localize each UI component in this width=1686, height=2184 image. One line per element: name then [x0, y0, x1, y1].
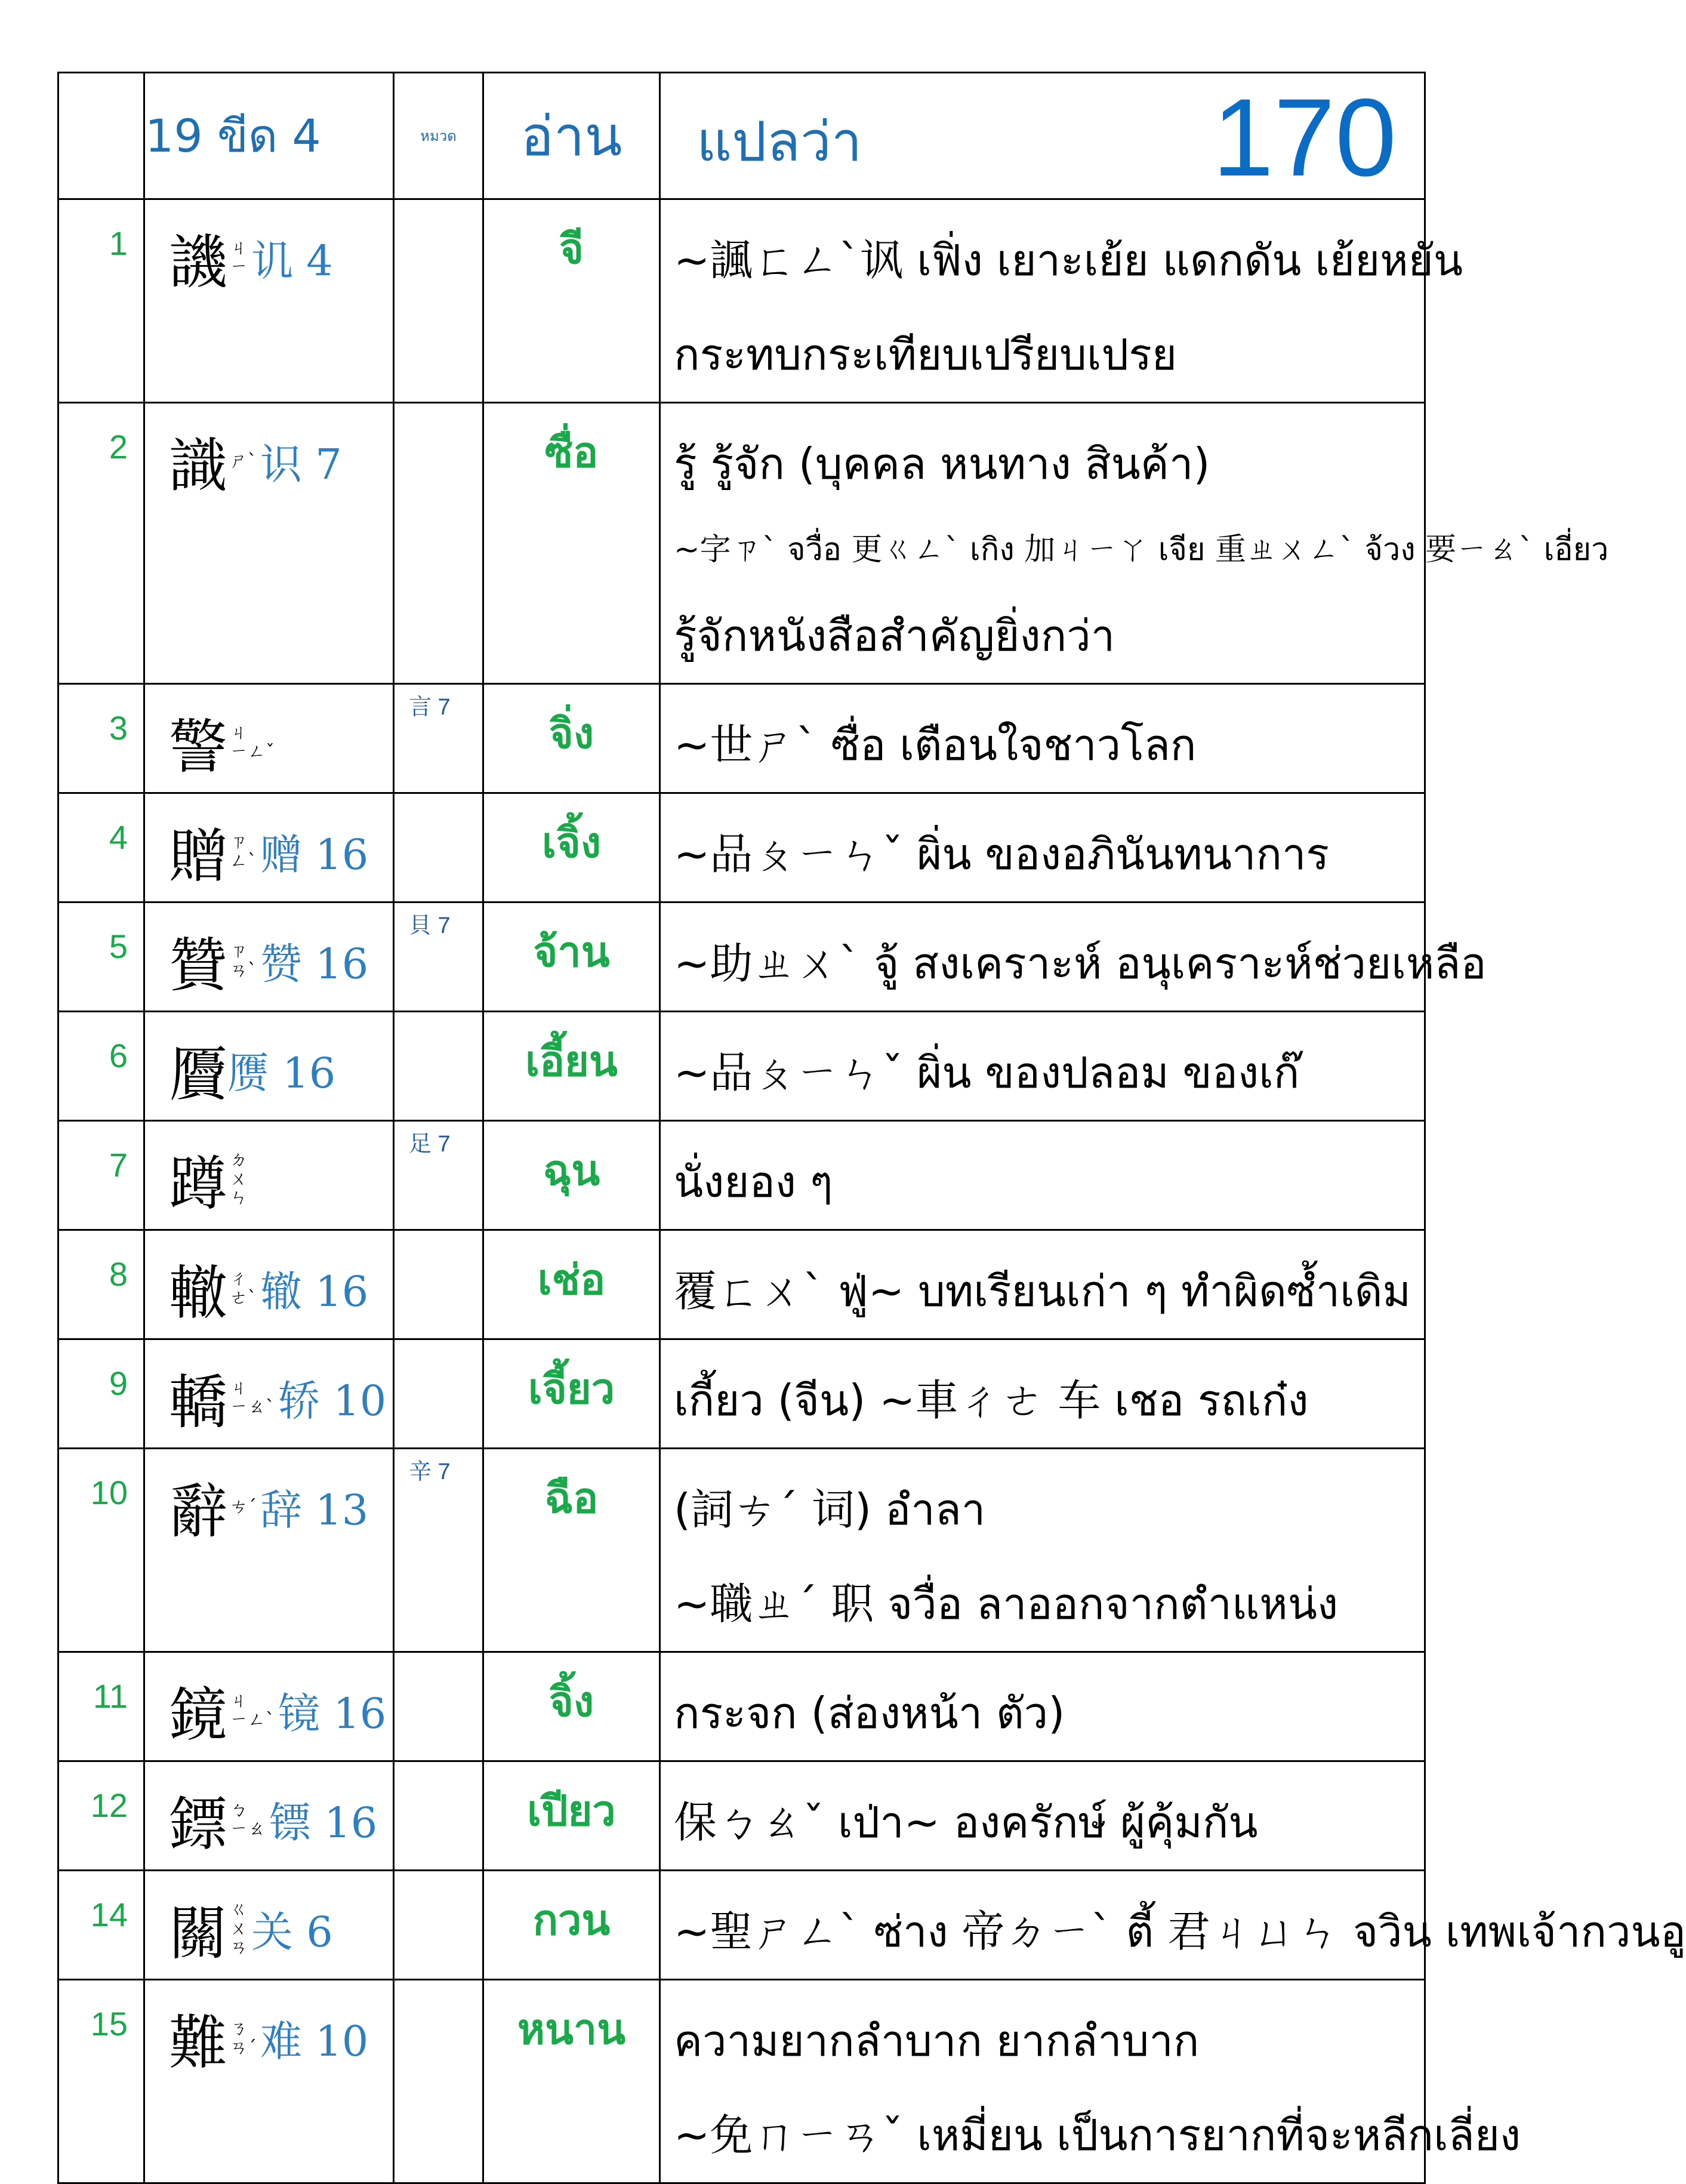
meaning-line: รู้ รู้จัก (บุคคล หนทาง สินค้า) [674, 439, 1210, 489]
meaning-cell [660, 1230, 1425, 1339]
meaning-line: ~免ㄇㄧㄢˇ เหมี่ยน เป็นการยากที่จะหลีกเลี่ยง [674, 2110, 1521, 2160]
bopomofo-annotation: ㄗ ㄥˋ [230, 831, 257, 871]
entry-number: 11 [58, 1652, 144, 1761]
simplified-character: 难 10 [260, 2017, 369, 2066]
meaning-line: นั่งยอง ๆ [674, 1157, 833, 1207]
thai-reading: กวน [483, 1871, 660, 1980]
traditional-character: 難 [169, 2009, 228, 2077]
traditional-character: 鏡 [169, 1681, 228, 1749]
bopomofo-annotation: ㄐ ㄧㄠˋ [230, 1378, 275, 1418]
bopomofo-annotation: ㄐ ㄧ [230, 238, 248, 278]
bopomofo-annotation: ㄐ ㄧㄥˋ [230, 1690, 275, 1730]
radical-cell [394, 1652, 483, 1761]
character-cell [144, 1980, 394, 2183]
meaning-line: ~聖ㄕㄥˋ ซ่าง 帝ㄉㄧˋ ตี้ 君ㄐㄩㄣ จวิน เทพเจ้ากวนอู [674, 1906, 1686, 1957]
entry-row [58, 1230, 1425, 1339]
entry-number: 12 [58, 1761, 144, 1871]
character-cell [144, 1012, 394, 1121]
traditional-character: 關 [169, 1900, 228, 1968]
bopomofo-annotation: ㄔ ㄜˋ [230, 1268, 257, 1308]
simplified-character: 识 7 [260, 440, 342, 489]
traditional-character: 蹲 [169, 1150, 228, 1218]
meaning-column-label: แปลว่า [696, 110, 862, 174]
meaning-cell [660, 902, 1487, 1012]
radical-cell [394, 403, 483, 684]
meaning-cell [660, 1871, 1686, 1980]
character-cell [144, 199, 394, 403]
entry-row [58, 1652, 1425, 1761]
meaning-cell [660, 1449, 1425, 1652]
meaning-line: ~職ㄓˊ 职 จวื่อ ลาออกจากตำแหน่ง [674, 1579, 1339, 1629]
radical-cell: 辛 7 [394, 1449, 483, 1652]
traditional-character: 轎 [169, 1369, 228, 1437]
meaning-line: กระจก (ส่องหน้า ตัว) [674, 1688, 1065, 1738]
entry-number: 14 [58, 1871, 144, 1980]
character-cell [144, 1339, 394, 1449]
radical-cell [394, 1980, 483, 2183]
bopomofo-annotation: ㄅ ㄧㄠ [230, 1800, 266, 1840]
character-cell [144, 1652, 394, 1761]
meaning-cell [660, 684, 1425, 793]
entry-row [58, 1871, 1425, 1980]
thai-reading: ฉุน [483, 1121, 660, 1230]
simplified-character: 镜 16 [278, 1689, 387, 1738]
simplified-character: 辞 13 [260, 1486, 369, 1535]
character-cell [144, 1761, 394, 1871]
meaning-cell [660, 1761, 1425, 1871]
header-row [58, 73, 1425, 199]
entry-row [58, 1449, 1425, 1652]
radical-cell [394, 793, 483, 902]
entry-row [58, 199, 1425, 403]
entry-number: 5 [58, 902, 144, 1012]
stroke-count-label: 19 ขีด 4 [144, 73, 394, 199]
meaning-line: เกี้ยว (จีน) ~車ㄔㄜ 车 เชอ รถเก๋ง [674, 1375, 1309, 1425]
thai-reading: เจิ้ง [483, 793, 660, 902]
character-cell [144, 1871, 394, 1980]
page-number: 170 [1212, 76, 1397, 199]
radical-cell: 貝 7 [394, 902, 483, 1012]
simplified-character: 轿 10 [278, 1376, 387, 1425]
character-cell [144, 403, 394, 684]
character-cell [144, 684, 394, 793]
meaning-cell [660, 1980, 1521, 2183]
entry-number: 6 [58, 1012, 144, 1121]
entry-number: 3 [58, 684, 144, 793]
entry-number: 2 [58, 403, 144, 684]
entry-number: 9 [58, 1339, 144, 1449]
bopomofo-annotation: ㄕˋ [230, 450, 257, 472]
vocabulary-table [57, 72, 1686, 2184]
simplified-character: 镖 16 [269, 1798, 378, 1847]
character-cell [144, 1230, 394, 1339]
simplified-character: 赠 16 [260, 830, 369, 879]
entry-row [58, 902, 1425, 1012]
bopomofo-annotation: ㄋ ㄢˊ [230, 2018, 257, 2058]
entry-number: 4 [58, 793, 144, 902]
traditional-character: 鏢 [169, 1791, 228, 1859]
meaning-line: ~品ㄆㄧㄣˇ ผิ่น ของอภินันทนาการ [674, 829, 1330, 879]
header-number-cell [58, 73, 144, 199]
entry-row [58, 684, 1425, 793]
reading-column-label: อ่าน [483, 73, 660, 199]
thai-reading: ฉือ [483, 1449, 660, 1652]
meaning-header-cell [660, 73, 1425, 199]
bopomofo-annotation: ㄍ ㄨ ㄢ [230, 1899, 248, 1958]
meaning-line: ความยากลำบาก ยากลำบาก [674, 2016, 1200, 2066]
meaning-cell [660, 199, 1463, 403]
simplified-character: 赝 16 [227, 1049, 336, 1098]
thai-reading: เจี้ยว [483, 1339, 660, 1449]
radical-cell [394, 1761, 483, 1871]
traditional-character: 贗 [169, 1041, 228, 1109]
meaning-line: ~諷ㄈㄥˋ讽 เฟิ่ง เยาะเย้ย แดกดัน เย้ยหยัน [674, 235, 1463, 285]
meaning-line: (詞ㄘˊ 词) อำลา [674, 1484, 986, 1535]
entry-number: 15 [58, 1980, 144, 2183]
thai-reading: ซื่อ [483, 403, 660, 684]
traditional-character: 警 [169, 713, 228, 781]
meaning-cell [660, 793, 1425, 902]
bopomofo-annotation: ㄘˊ [230, 1496, 257, 1517]
simplified-character: 讥 4 [251, 236, 333, 285]
character-cell [144, 793, 394, 902]
radical-cell [394, 1339, 483, 1449]
traditional-character: 識 [169, 432, 228, 500]
meaning-line: ~助ㄓㄨˋ จู้ สงเคราะห์ อนุเคราะห์ช่วยเหลือ [674, 938, 1487, 988]
bopomofo-annotation: ㄐ ㄧㄥˇ [230, 722, 275, 762]
character-cell [144, 1121, 394, 1230]
meaning-line: รู้จักหนังสือสำคัญยิ่งกว่า [674, 611, 1115, 661]
entry-row [58, 1012, 1425, 1121]
thai-reading: จี [483, 199, 660, 403]
entry-row [58, 1121, 1425, 1230]
thai-reading: เช่อ [483, 1230, 660, 1339]
thai-reading: เอี้ยน [483, 1012, 660, 1121]
entry-number: 7 [58, 1121, 144, 1230]
meaning-line: 保ㄅㄠˇ เป่า~ องครักษ์ ผู้คุ้มกัน [674, 1797, 1258, 1847]
entry-number: 1 [58, 199, 144, 403]
radical-cell [394, 1012, 483, 1121]
meaning-line: 覆ㄈㄨˋ ฟู่~ บทเรียนเก่า ๆ ทำผิดซ้ำเดิม [674, 1266, 1411, 1316]
meaning-cell [660, 1339, 1425, 1449]
radical-column-label: หมวด [394, 73, 483, 199]
entry-row [58, 793, 1425, 902]
simplified-character: 辙 16 [260, 1267, 369, 1316]
entry-number: 10 [58, 1449, 144, 1652]
meaning-line: ~字ㄗˋ จวื่อ 更ㄍㄥˋ เกิง 加ㄐㄧㄚ เจีย 重ㄓㄨㄥˋ จ้วง 要ㄧㄠˋ เอี่ยว [674, 532, 1609, 568]
radical-cell [394, 1871, 483, 1980]
radical-cell [394, 1230, 483, 1339]
meaning-cell [660, 1652, 1425, 1761]
meaning-line: ~品ㄆㄧㄣˇ ผิ่น ของปลอม ของเก๊ [674, 1048, 1300, 1098]
radical-cell: 言 7 [394, 684, 483, 793]
thai-reading: จ้าน [483, 902, 660, 1012]
entry-row [58, 403, 1425, 684]
radical-cell [394, 199, 483, 403]
entry-row [58, 1339, 1425, 1449]
bopomofo-annotation: ㄉ ㄨ ㄣ [230, 1150, 248, 1209]
traditional-character: 轍 [169, 1259, 228, 1327]
simplified-character: 关 6 [251, 1908, 333, 1957]
entry-row [58, 1761, 1425, 1871]
traditional-character: 辭 [169, 1478, 228, 1546]
traditional-character: 贈 [169, 823, 228, 891]
thai-reading: จิ่ง [483, 684, 660, 793]
entry-row [58, 1980, 1425, 2183]
meaning-cell [660, 403, 1609, 684]
character-cell [144, 1449, 394, 1652]
thai-reading: จิ้ง [483, 1652, 660, 1761]
thai-reading: เปียว [483, 1761, 660, 1871]
meaning-line: ~世ㄕˋ ซื่อ เตือนใจชาวโลก [674, 720, 1197, 770]
bopomofo-annotation: ㄗ ㄢˋ [230, 941, 257, 981]
meaning-cell [660, 1121, 1425, 1230]
traditional-character: 譏 [169, 229, 228, 297]
character-cell [144, 902, 394, 1012]
entry-number: 8 [58, 1230, 144, 1339]
traditional-character: 贊 [169, 932, 228, 1000]
simplified-character: 赞 16 [260, 939, 369, 988]
thai-reading: หนาน [483, 1980, 660, 2183]
meaning-line: กระทบกระเทียบเปรียบเปรย [674, 329, 1178, 380]
meaning-cell [660, 1012, 1425, 1121]
radical-cell: 足 7 [394, 1121, 483, 1230]
